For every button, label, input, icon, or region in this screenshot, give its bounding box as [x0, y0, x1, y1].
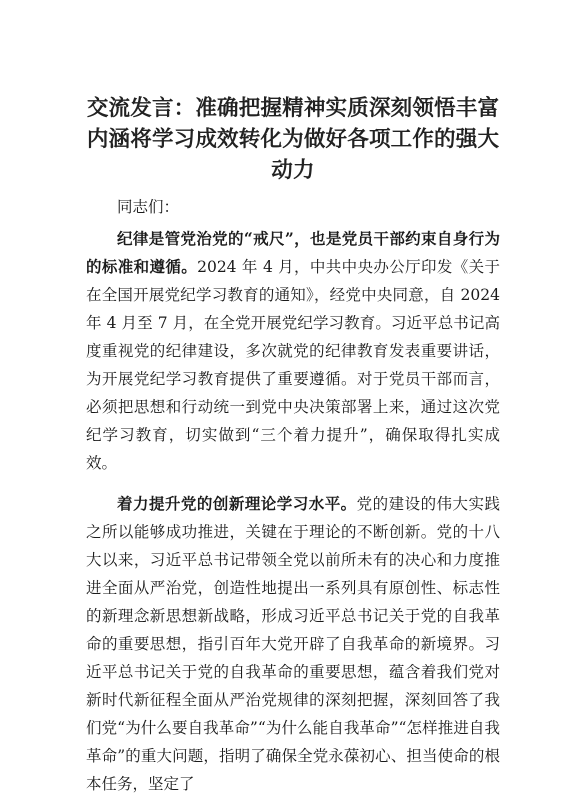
document-page	[86, 93, 500, 811]
document-title: 交流发言：准确把握精神实质深刻领悟丰富内涵将学习成效转化为做好各项工作的强大动力	[86, 96, 500, 183]
paragraph-2-body: 党的建设的伟大实践之所以能够成功推进，关键在于理论的不断创新。党的十八大以来，习近平总书记带领全党以前所未有的决心和力度推进全面从严治党，创造性地提出一系列具有原创性、标志性的新理念新思想新战略，形成习近平总书记关于党的自我革命的重要思想，指引百年大党开辟了自我革命的新境界。习近平总书记关于党的自我革命的重要思想，蕴含着我们党对新时代新征程全面从严治党规律的深刻把握，深刻回答了我们党“为什么要自我革命”“为什么能自我革命”“怎样推进自我革命”的重大问题，指明了确保全党永葆初心、担当使命的根本任务，坚定了	[86, 495, 500, 793]
salutation: 同志们：	[117, 198, 180, 216]
paragraph-1-body: 2024 年 4 月，中共中央办公厅印发《关于在全国开展党纪学习教育的通知》，经党中央同意，自 2024 年 4 月至 7 月，在全党开展党纪学习教育。习近平总书记高度重视党的纪律建设，多次就党的纪律教育发表重要讲话，为开展党纪学习教育提供了重要遵循。对于党员干部而言，必须把思想和行动统一到党中央决策部署上来，通过这次党纪学习教育，切实做到“三个着力提升”，确保取得扎实成效。	[86, 258, 500, 472]
paragraph-1	[86, 225, 500, 477]
paragraph-2	[86, 490, 500, 798]
paragraph-1-lead: 纪律是管党治党的“戒尺”，也是党员干部约束自身行为的标准和遵循。	[86, 229, 500, 276]
paragraph-2-lead: 着力提升党的创新理论学习水平。	[117, 494, 357, 513]
